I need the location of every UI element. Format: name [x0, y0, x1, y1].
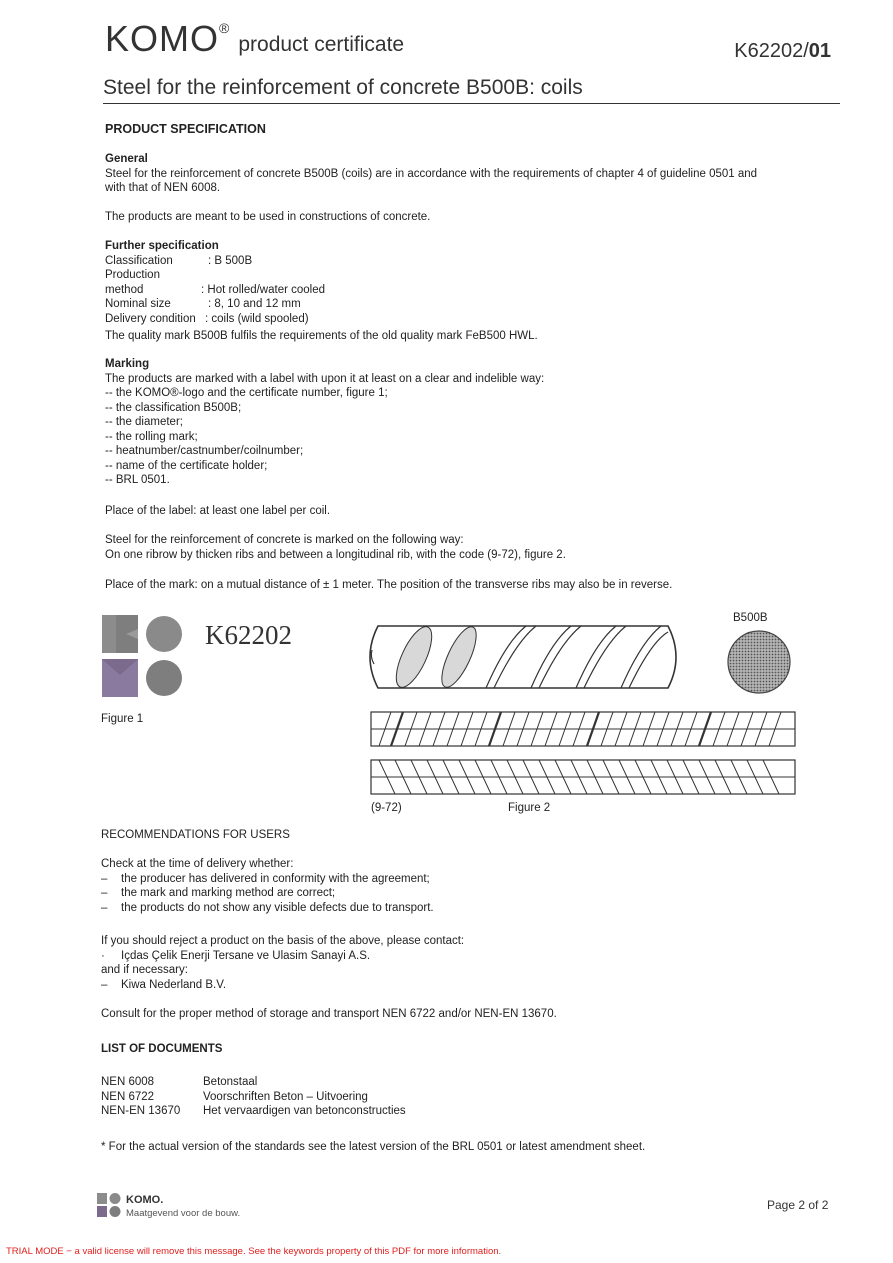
general-text-line-1: Steel for the reinforcement of concrete B500B (coils) are in accordance with the requirements of chapter 4 of guideline 0501 and	[105, 167, 758, 180]
documents-table	[101, 1075, 406, 1119]
contact-holder: · Içdas Çelik Enerji Tersane ve Ulasim Sanayi A.S.	[101, 949, 371, 962]
steel-marking-text	[105, 533, 845, 562]
list-item: -- the classification B500B;	[105, 401, 242, 414]
komo-small-logo-icon	[97, 1193, 121, 1217]
further-heading: Further specification	[105, 240, 219, 252]
quality-mark-text: The quality mark B500B fulfils the requirements of the old quality mark FeB500 HWL.	[105, 330, 538, 342]
document-title: Het vervaardigen van betonconstructies	[203, 1105, 406, 1117]
figure-2-caption: Figure 2	[508, 802, 551, 814]
document-code: NEN 6722	[101, 1090, 155, 1103]
check-intro: Check at the time of delivery whether:	[101, 858, 294, 870]
list-item: -- BRL 0501.	[105, 474, 170, 486]
registered-mark: ®	[219, 20, 231, 36]
table-row	[101, 1075, 406, 1090]
label-place-text: Place of the label: at least one label per coil.	[105, 505, 331, 517]
figure-1-caption: Figure 1	[101, 713, 144, 725]
komo-logo-icon	[102, 615, 182, 699]
figure-1-code: K62202	[205, 620, 292, 650]
b500b-label: B500B	[733, 612, 768, 624]
spec-key: Classification	[105, 254, 173, 267]
spec-row	[105, 254, 325, 269]
marking-list	[105, 386, 845, 488]
list-item: -- name of the certificate holder;	[105, 459, 268, 472]
spec-key: Delivery condition	[105, 312, 196, 325]
spec-row	[105, 297, 325, 312]
list-item: – the products do not show any visible defects due to transport.	[101, 901, 434, 914]
spec-value: : coils (wild spooled)	[205, 312, 309, 325]
list-item: -- the rolling mark;	[105, 430, 198, 443]
komo-logo-figure	[102, 615, 182, 699]
footer-tagline: Maatgevend voor de bouw.	[126, 1208, 241, 1219]
rib-code-label: (9-72)	[371, 802, 402, 814]
spec-key: Production method	[105, 269, 160, 296]
rib-pattern-drawing	[369, 710, 797, 800]
footer-logo	[97, 1193, 121, 1222]
spec-value: : 8, 10 and 12 mm	[208, 298, 301, 310]
reject-text: If you should reject a product on the basis of the above, please contact:	[101, 935, 465, 947]
document-subtitle: Steel for the reinforcement of concrete B500B: coils	[103, 76, 583, 99]
table-row	[101, 1090, 406, 1105]
general-text-line-2: with that of NEN 6008.	[105, 182, 221, 194]
steel-marked-line-2: On one ribrow by thicken ribs and between a longitudinal rib, with the code (9-72), figure 2.	[105, 548, 566, 561]
further-specification	[105, 239, 325, 326]
marking-section	[105, 357, 845, 488]
rebar-cross-section-icon	[726, 629, 792, 695]
rebar-side-view	[366, 622, 686, 692]
spec-row	[105, 312, 325, 327]
komo-brand: KOMO	[105, 18, 220, 59]
consult-text: Consult for the proper method of storage and transport NEN 6722 and/or NEN-EN 13670.	[101, 1008, 557, 1020]
mark-place-text: Place of the mark: on a mutual distance of ± 1 meter. The position of the transverse ribs may also be in reverse.	[105, 579, 673, 591]
certificate-title	[105, 18, 404, 60]
standards-footnote: * For the actual version of the standards see the latest version of the BRL 0501 or latest amendment sheet.	[101, 1141, 646, 1153]
list-item: -- heatnumber/castnumber/coilnumber;	[105, 445, 304, 457]
table-row	[101, 1104, 406, 1119]
spec-key: Nominal size	[105, 298, 171, 310]
spec-value: : B 500B	[208, 254, 253, 267]
certificate-number: K62202/01	[734, 40, 831, 62]
marking-intro: The products are marked with a label with upon it at least on a clear and indelible way:	[105, 372, 545, 385]
footer-komo-name: KOMO.	[126, 1194, 164, 1206]
document-code: NEN 6008	[101, 1076, 155, 1088]
general-heading: General	[105, 153, 148, 165]
rebar-side-drawing	[366, 622, 686, 692]
rebar-cross-section	[726, 629, 792, 695]
document-title: Betonstaal	[203, 1076, 258, 1088]
page-number: Page 2 of 2	[767, 1198, 829, 1212]
contact-section	[101, 934, 841, 992]
trial-mode-notice: TRIAL MODE − a valid license will remove this message. See the keywords property of this PDF for more information.	[6, 1246, 502, 1257]
recommendations-heading: RECOMMENDATIONS FOR USERS	[101, 829, 290, 841]
documents-heading: LIST OF DOCUMENTS	[101, 1043, 223, 1055]
rib-pattern-diagram	[369, 710, 797, 800]
list-item: – the mark and marking method are correct;	[101, 887, 336, 899]
document-title: Voorschriften Beton – Uitvoering	[203, 1090, 368, 1103]
spec-value: : Hot rolled/water cooled	[201, 283, 326, 296]
product-specification-heading: PRODUCT SPECIFICATION	[105, 122, 266, 136]
marking-heading: Marking	[105, 358, 150, 370]
recommendations-checks	[101, 857, 841, 915]
header-rule	[103, 103, 840, 104]
spec-row	[105, 268, 325, 297]
steel-marked-line-1: Steel for the reinforcement of concrete is marked on the following way:	[105, 534, 464, 546]
meant-text: The products are meant to be used in constructions of concrete.	[105, 211, 431, 223]
list-item: – the producer has delivered in conformity with the agreement;	[101, 872, 430, 885]
and-if-necessary: and if necessary:	[101, 964, 188, 976]
general-section	[105, 152, 845, 196]
list-item: -- the diameter;	[105, 416, 183, 428]
contact-kiwa: – Kiwa Nederland B.V.	[101, 978, 227, 991]
product-certificate-label: product certificate	[238, 33, 405, 56]
list-item: -- the KOMO®-logo and the certificate number, figure 1;	[105, 387, 388, 399]
document-code: NEN-EN 13670	[101, 1105, 181, 1117]
